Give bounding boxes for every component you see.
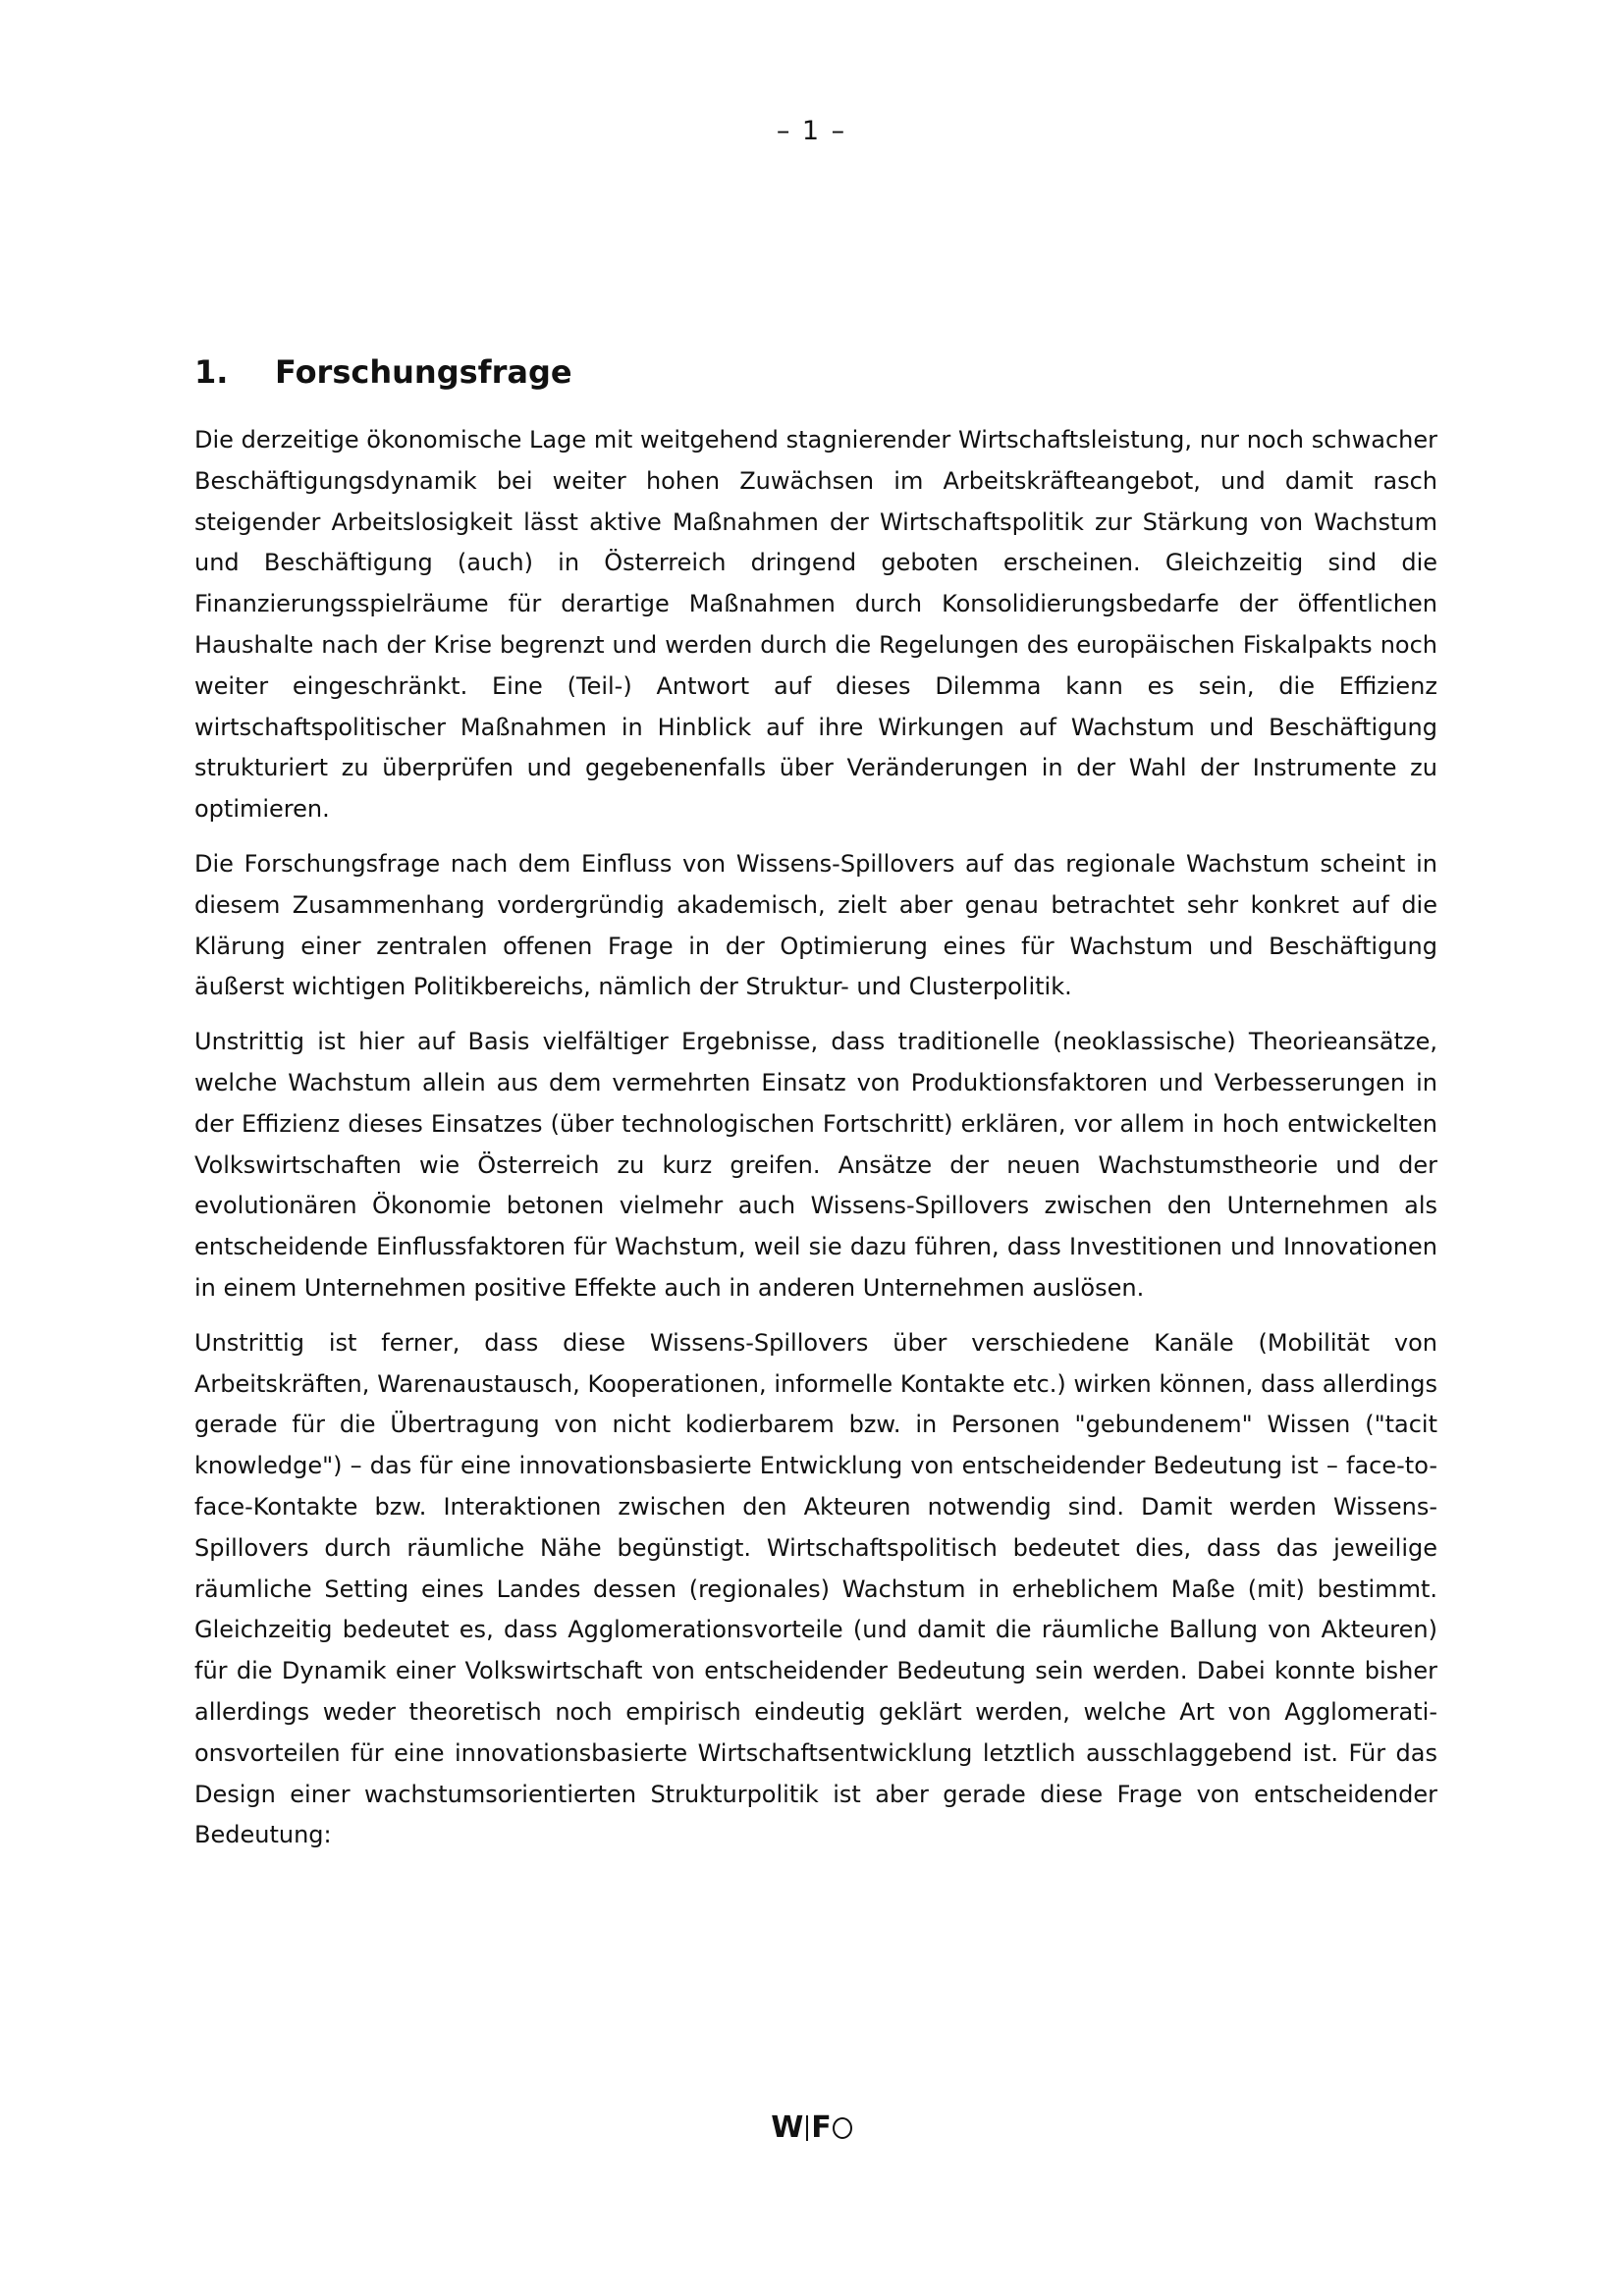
paragraph-1: Die derzeitige ökonomische Lage mit weitgehend stagnierender Wirtschaftsleistung, nur noch schwacher Beschäftigungsdynamik bei weiter hohen Zuwächsen im Arbeitskräfteangebot, und damit rasch steigender Arbeitslosigkeit lässt aktive Maßnahmen der Wirtschaftspolitik zur Stärkung von Wachstum und Beschäftigung (auch) in Österreich dringend geboten erscheinen. Gleichzeitig sind die Finanzierungsspielräume für derartige Maßnahmen durch Konsolidierungsbedarfe der öffentlichen Haushalte nach der Krise begrenzt und werden durch die Regelungen des europäischen Fiskalpakts noch weiter eingeschränkt. Eine (Teil-) Antwort auf dieses Dilemma kann es sein, die Effizienz wirtschaftspolitischer Maßnahmen in Hinblick auf ihre Wirkungen auf Wachstum und Beschäftigung strukturiert zu überprüfen und gegebenenfalls über Veränderungen in der Wahl der Instrumente zu optimieren. xyxy=(194,426,1437,824)
logo-divider xyxy=(806,2115,808,2141)
paragraph-4: Unstrittig ist ferner, dass diese Wissens-Spillovers über verschiedene Kanäle (Mobilität von Arbeitskräften, Warenaustausch, Kooperationen, informelle Kontakte etc.) wirken können, dass allerdings gerade für die Übertragung von nicht kodierbarem bzw. in Personen "gebundenem" Wissen ("tacit knowledge") – das für eine innovationsbasierte Entwicklung von entscheidender Bedeutung ist – face-to-face-Kontakte bzw. Interaktionen zwischen den Akteuren notwendig sind. Damit werden Wissens-Spillovers durch räumliche Nähe begünstigt. Wirtschaftspolitisch bedeutet dies, dass das jeweilige räumliche Setting eines Landes dessen (regionales) Wachstum in erheblichem Maße (mit) bestimmt. Gleichzeitig bedeutet es, dass Agglomerationsvorteile (und damit die räumliche Ballung von Akteuren) für die Dynamik einer Volkswirtschaft von entscheidender Bedeutung sein werden. Dabei konnte bisher allerdings weder theoretisch noch empirisch eindeutig geklärt werden, welche Art von Agglomerationsvorteilen für eine innovationsbasierte Wirtschaftsentwicklung letztlich ausschlaggebend ist. Für das Design einer wachstumsorientierten Strukturpolitik ist aber gerade diese Frage von entscheidender Bedeutung: xyxy=(194,1328,1437,1849)
section-title: Forschungsfrage xyxy=(275,353,572,391)
logo-letter-w: W xyxy=(771,2110,804,2145)
paragraph-2: Die Forschungsfrage nach dem Einfluss von Wissens-Spillovers auf das regionale Wachstum scheint in diesem Zusammenhang vordergründig akademisch, zielt aber genau betrachtet sehr konkret auf die Klärung einer zentralen offenen Frage in der Optimierung eines für Wachstum und Beschäftigung äußerst wichtigen Politikbereichs, nämlich der Struktur- und Clusterpolitik. xyxy=(194,849,1437,1001)
section-heading xyxy=(194,353,1437,391)
logo-letter-f: F xyxy=(811,2110,832,2145)
wifo-logo-mark xyxy=(771,2110,852,2145)
page-number: – 1 – xyxy=(776,116,847,146)
wifo-logo xyxy=(0,2110,1623,2145)
logo-circle-icon xyxy=(833,2117,852,2139)
document-body xyxy=(194,353,1437,1870)
paragraph-3: Unstrittig ist hier auf Basis vielfältiger Ergebnisse, dass traditionelle (neoklassische) Theorieansätze, welche Wachstum allein aus dem vermehrten Einsatz von Produktionsfaktoren und Verbesserungen in der Effizienz dieses Einsatzes (über technologischen Fortschritt) erklären, vor allem in hoch entwickelten Volkswirtschaften wie Österreich zu kurz greifen. Ansätze der neuen Wachstumstheorie und der evolutionären Ökonomie betonen vielmehr auch Wissens-Spillovers zwischen den Unternehmen als entscheidende Einflussfaktoren für Wachstum, weil sie dazu führen, dass Investitionen und Innovationen in einem Unternehmen positive Effekte auch in anderen Unternehmen auslösen. xyxy=(194,1028,1437,1302)
section-number: 1. xyxy=(194,353,229,391)
